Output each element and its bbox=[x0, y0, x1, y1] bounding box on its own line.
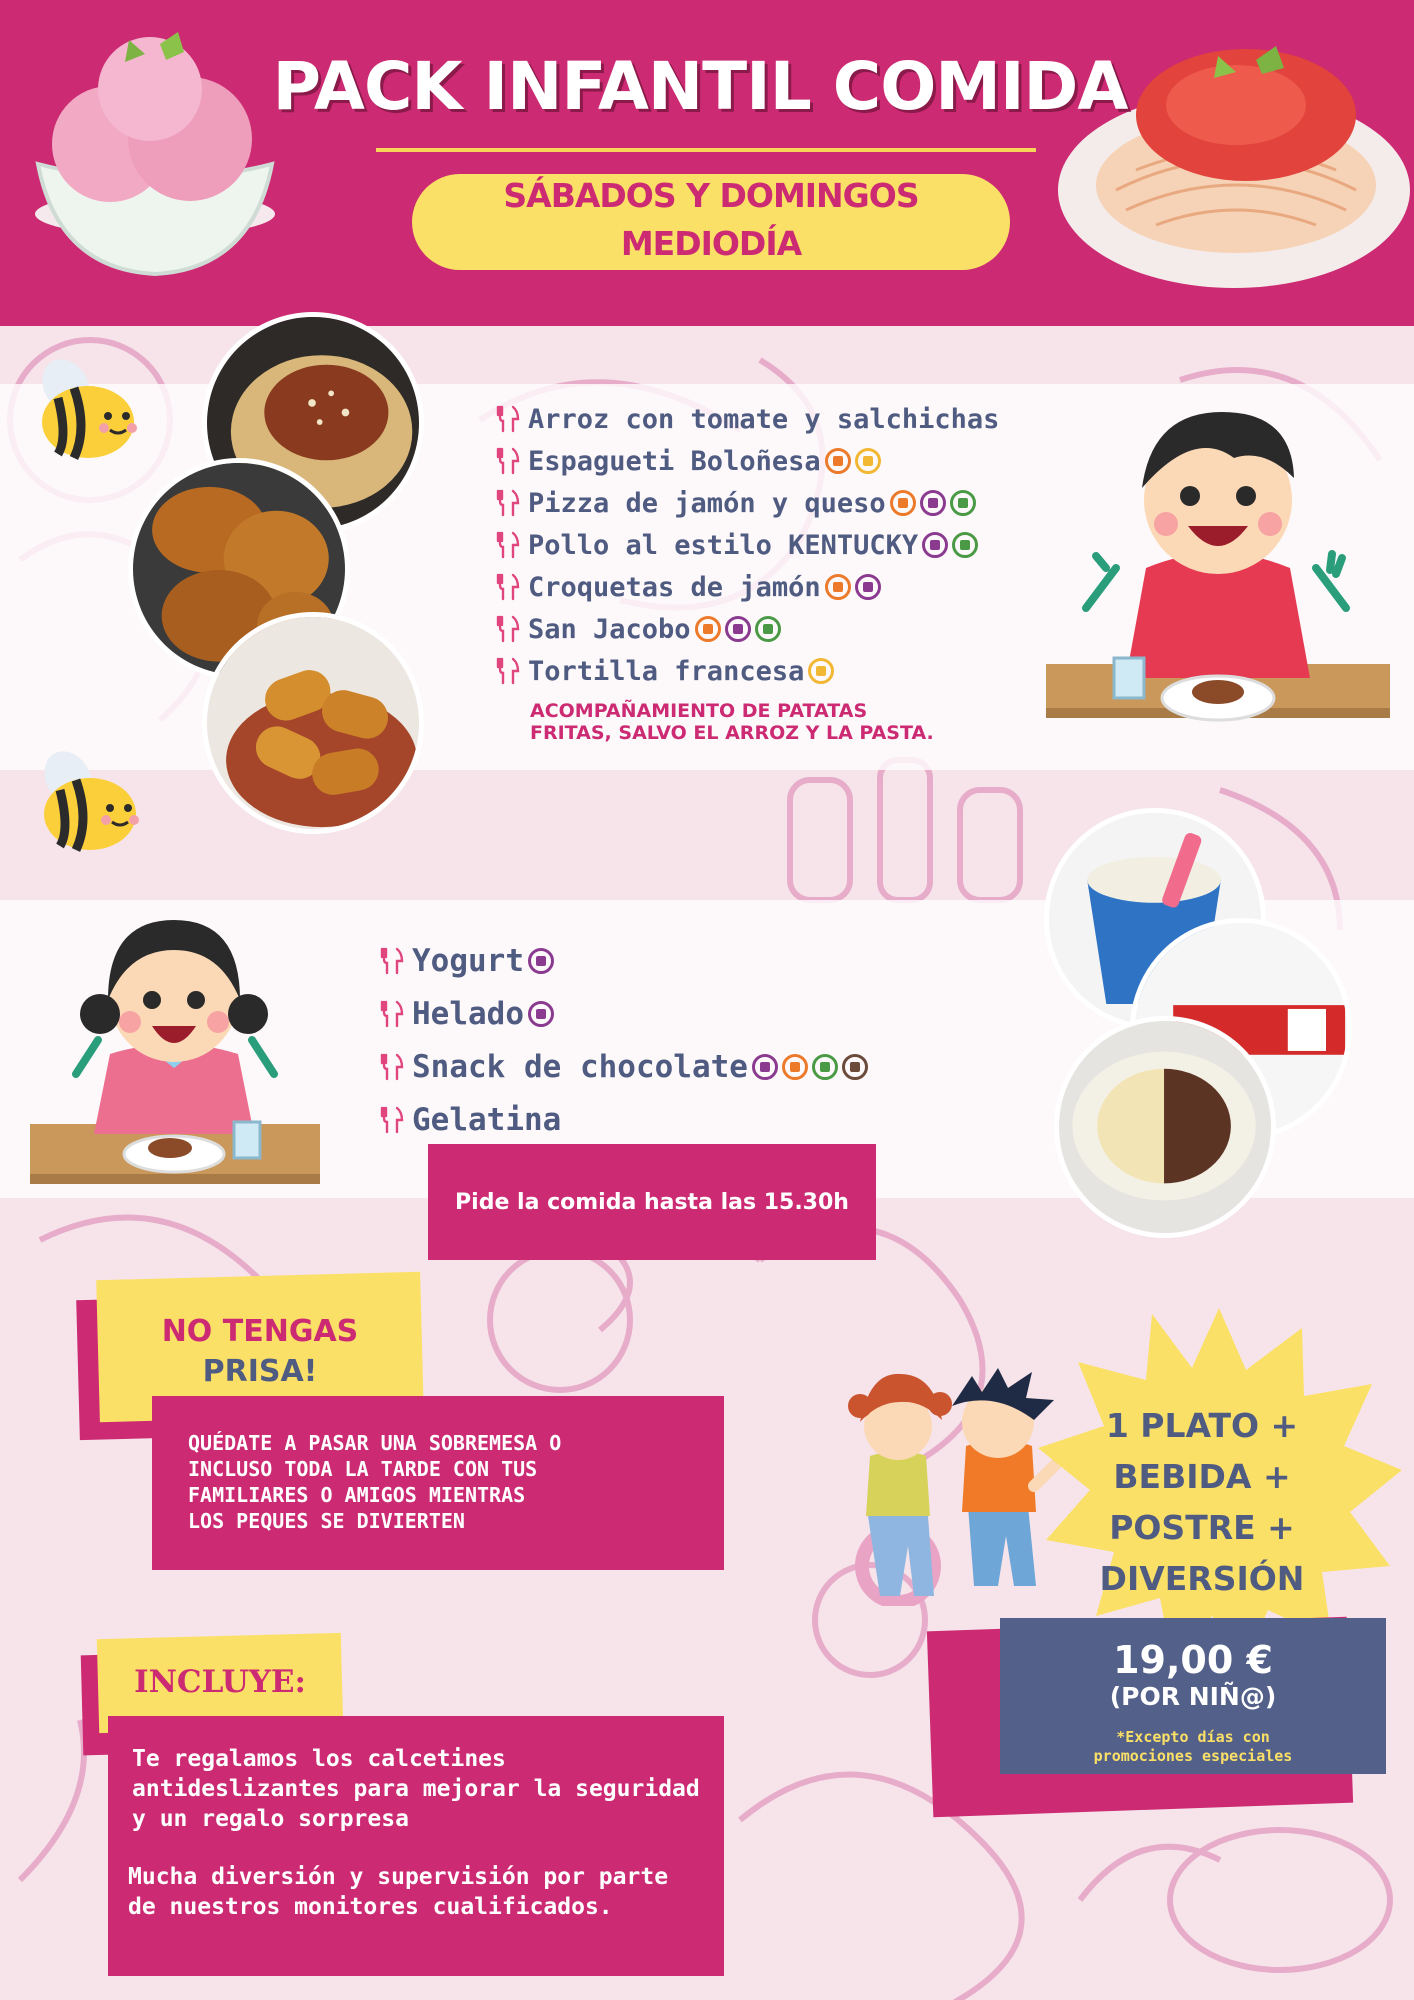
offer-text: 1 PLATO + BEBIDA + POSTRE + DIVERSIÓN bbox=[1099, 1406, 1305, 1598]
fork-knife-icon bbox=[496, 531, 520, 559]
dessert-item-label: Yogurt bbox=[412, 942, 524, 979]
allergen-orange-icon bbox=[825, 574, 851, 600]
fork-knife-icon bbox=[496, 447, 520, 475]
side-dish-note-line: FRITAS, SALVO EL ARROZ Y LA PASTA. bbox=[530, 722, 934, 744]
incluye-heading: INCLUYE: bbox=[134, 1664, 306, 1700]
dessert-item bbox=[380, 1040, 868, 1093]
fork-knife-icon bbox=[496, 405, 520, 433]
main-dish-item bbox=[496, 482, 999, 524]
main-dishes-list bbox=[496, 398, 999, 692]
price-exception-text: *Excepto días con promociones especiales bbox=[1093, 1728, 1293, 1765]
prisa-body-text: QUÉDATE A PASAR UNA SOBREMESA O INCLUSO TODA LA TARDE CON TUS FAMILIARES O AMIGOS MIENTRAS LOS PEQUES SE DIVIERTEN bbox=[188, 1431, 562, 1533]
main-dish-item-label: Tortilla francesa bbox=[528, 655, 805, 687]
dessert-item bbox=[380, 934, 868, 987]
page-title: PACK INFANTIL COMIDA bbox=[272, 48, 1128, 125]
allergen-green-icon bbox=[755, 616, 781, 642]
dessert-item-label: Helado bbox=[412, 995, 524, 1032]
boy-eating-illustration bbox=[1046, 408, 1392, 748]
allergen-purple-icon bbox=[922, 532, 948, 558]
allergen-orange-icon bbox=[782, 1054, 808, 1080]
main-dish-item-label: San Jacobo bbox=[528, 613, 691, 645]
bee-icon bbox=[20, 740, 144, 856]
allergen-orange-icon bbox=[695, 616, 721, 642]
allergen-purple-icon bbox=[752, 1054, 778, 1080]
main-dish-item-label: Espagueti Boloñesa bbox=[528, 445, 821, 477]
fork-knife-icon bbox=[380, 1053, 404, 1081]
order-deadline-box bbox=[428, 1144, 876, 1260]
croquettes-photo bbox=[202, 612, 424, 834]
allergen-yellow-icon bbox=[855, 448, 881, 474]
schedule-text bbox=[412, 172, 1010, 268]
main-dish-item-label: Pizza de jamón y queso bbox=[528, 487, 886, 519]
main-dish-item-label: Croquetas de jamón bbox=[528, 571, 821, 603]
fork-knife-icon bbox=[380, 1106, 404, 1134]
price-exception-note bbox=[1040, 1728, 1346, 1766]
ice-cream-cup-photo bbox=[1054, 1016, 1276, 1238]
girl-eating-illustration bbox=[30, 904, 322, 1204]
main-dish-item-label: Arroz con tomate y salchichas bbox=[528, 403, 1000, 435]
title-divider bbox=[376, 148, 1036, 152]
allergen-orange-icon bbox=[825, 448, 851, 474]
allergen-green-icon bbox=[812, 1054, 838, 1080]
main-dish-item bbox=[496, 650, 999, 692]
main-dish-item bbox=[496, 440, 999, 482]
side-dish-note-line: ACOMPAÑAMIENTO DE PATATAS bbox=[530, 700, 868, 722]
desserts-list bbox=[380, 934, 868, 1146]
fork-knife-icon bbox=[496, 489, 520, 517]
allergen-purple-icon bbox=[528, 948, 554, 974]
fork-knife-icon bbox=[496, 573, 520, 601]
bee-icon bbox=[18, 348, 142, 464]
dessert-item bbox=[380, 987, 868, 1040]
dessert-item-label: Snack de chocolate bbox=[412, 1048, 748, 1085]
order-deadline-text: Pide la comida hasta las 15.30h bbox=[455, 1189, 849, 1215]
allergen-orange-icon bbox=[890, 490, 916, 516]
allergen-purple-icon bbox=[920, 490, 946, 516]
prisa-heading-line1: NO TENGAS bbox=[161, 1314, 359, 1349]
main-dish-item-label: Pollo al estilo KENTUCKY bbox=[528, 529, 919, 561]
prisa-heading-line2: PRISA! bbox=[202, 1354, 318, 1389]
main-dish-item bbox=[496, 608, 999, 650]
fork-knife-icon bbox=[496, 615, 520, 643]
allergen-purple-icon bbox=[725, 616, 751, 642]
allergen-yellow-icon bbox=[808, 658, 834, 684]
price-value: 19,00 € bbox=[1113, 1638, 1273, 1682]
schedule-time: MEDIODÍA bbox=[620, 224, 802, 263]
schedule-days: SÁBADOS Y DOMINGOS bbox=[503, 176, 919, 215]
fork-knife-icon bbox=[380, 947, 404, 975]
allergen-green-icon bbox=[952, 532, 978, 558]
dessert-item-label: Gelatina bbox=[412, 1101, 562, 1138]
allergen-brown-icon bbox=[842, 1054, 868, 1080]
incluye-gift-text: Te regalamos los calcetines antideslizantes para mejorar la seguridad y un regalo sorpresa bbox=[132, 1746, 700, 1832]
allergen-green-icon bbox=[950, 490, 976, 516]
side-dish-note bbox=[530, 700, 1010, 744]
main-dish-item bbox=[496, 398, 999, 440]
fork-knife-icon bbox=[496, 657, 520, 685]
fork-knife-icon bbox=[380, 1000, 404, 1028]
price-per-child: (POR NIÑ@) bbox=[1109, 1682, 1277, 1711]
dessert-item bbox=[380, 1093, 868, 1146]
allergen-purple-icon bbox=[855, 574, 881, 600]
main-dish-item bbox=[496, 524, 999, 566]
incluye-supervision-text: Mucha diversión y supervisión por parte de nuestros monitores cualificados. bbox=[128, 1864, 669, 1920]
prisa-heading bbox=[120, 1312, 400, 1392]
main-dish-item bbox=[496, 566, 999, 608]
allergen-purple-icon bbox=[528, 1001, 554, 1027]
